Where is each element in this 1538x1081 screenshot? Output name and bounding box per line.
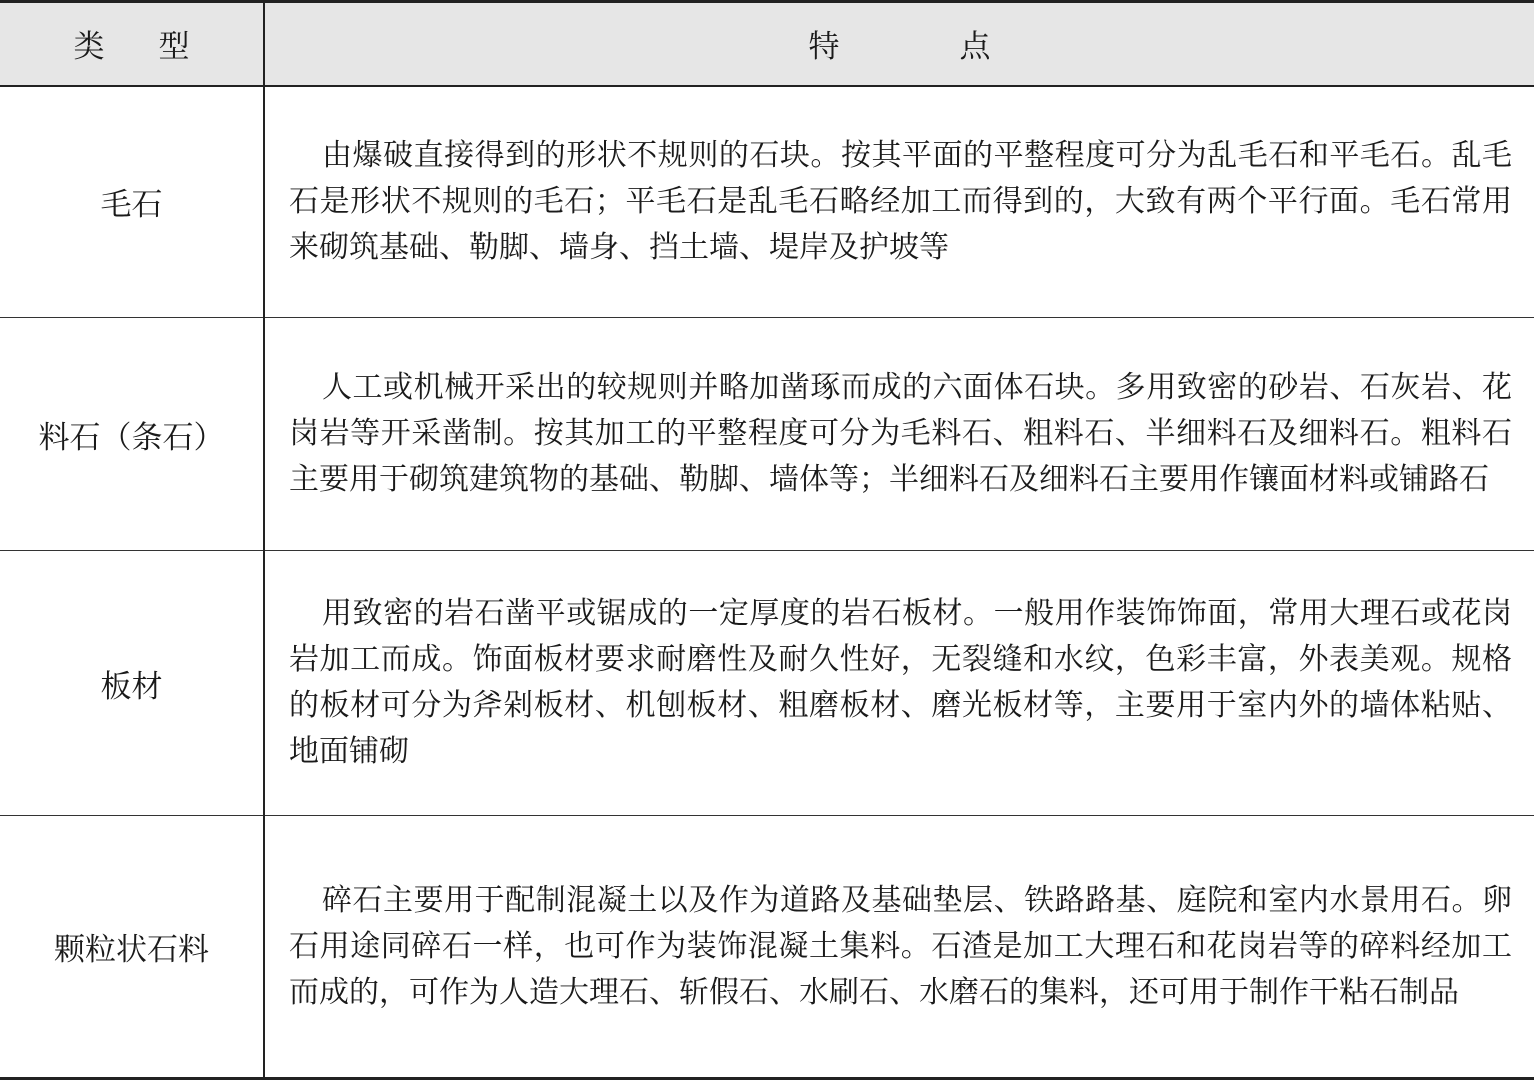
row-feature-cell (264, 318, 1534, 551)
header-row (0, 2, 1534, 86)
row-type-cell: 毛石 (0, 86, 264, 318)
table-row (0, 816, 1534, 1079)
row-type-cell: 颗粒状石料 (0, 816, 264, 1079)
row-feature-cell (264, 551, 1534, 816)
row-feature-text: 用致密的岩石凿平或锯成的一定厚度的岩石板材。一般用作装饰饰面，常用大理石或花岗岩加工而成。饰面板材要求耐磨性及耐久性好，无裂缝和水纹，色彩丰富，外表美观。规格的板材可分为斧剁板材、机刨板材、粗磨板材、磨光板材等，主要用于室内外的墙体粘贴、地面铺砌 (289, 596, 1512, 769)
table-row (0, 551, 1534, 816)
table-header (0, 2, 1534, 86)
row-feature-text: 由爆破直接得到的形状不规则的石块。按其平面的平整程度可分为乱毛石和平毛石。乱毛石是形状不规则的毛石；平毛石是乱毛石略经加工而得到的，大致有两个平行面。毛石常用来砌筑基础、勒脚、墙身、挡土墙、堤岸及护坡等 (289, 137, 1512, 265)
table-row (0, 318, 1534, 551)
table-row (0, 86, 1534, 318)
row-feature-cell (264, 86, 1534, 318)
row-feature-cell (264, 816, 1534, 1079)
row-feature-text: 人工或机械开采出的较规则并略加凿琢而成的六面体石块。多用致密的砂岩、石灰岩、花岗岩等开采凿制。按其加工的平整程度可分为毛料石、粗料石、半细料石及细料石。粗料石主要用于砌筑建筑物的基础、勒脚、墙体等；半细料石及细料石主要用作镶面材料或铺路石 (289, 370, 1512, 497)
table-body (0, 86, 1534, 1079)
header-feature: 特点 (264, 2, 1534, 86)
row-type-cell: 料石（条石） (0, 318, 264, 551)
row-feature-text: 碎石主要用于配制混凝土以及作为道路及基础垫层、铁路路基、庭院和室内水景用石。卵石用途同碎石一样，也可作为装饰混凝土集料。石渣是加工大理石和花岗岩等的碎料经加工而成的，可作为人造大理石、斩假石、水刷石、水磨石的集料，还可用于制作干粘石制品 (289, 882, 1512, 1010)
row-type-cell: 板材 (0, 551, 264, 816)
header-type: 类型 (0, 2, 264, 86)
